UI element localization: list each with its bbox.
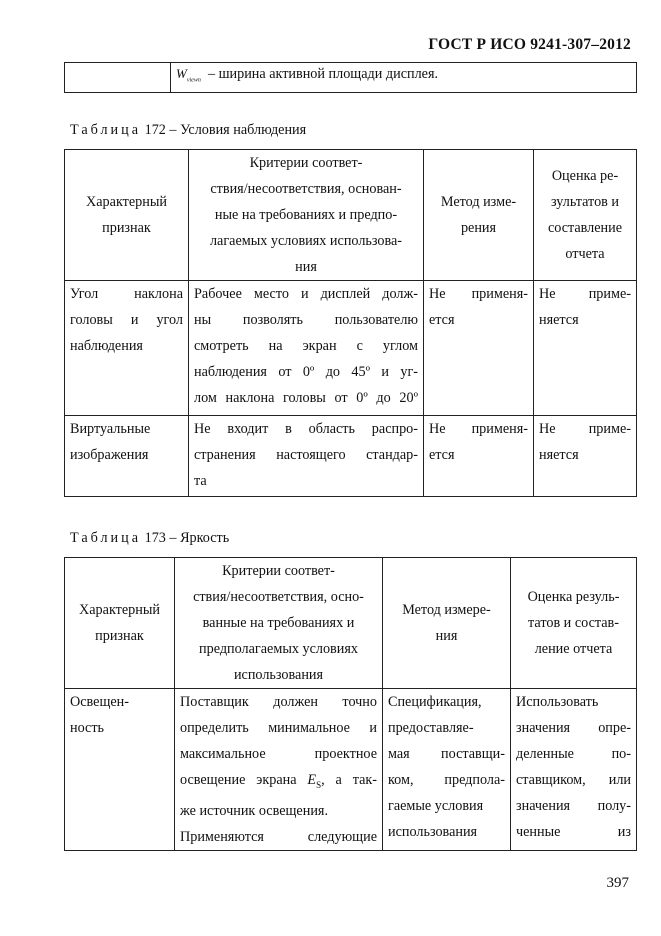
header-assessment: Оценка ре- зультатов и составление отчета [534,150,637,281]
table-172 [64,149,637,497]
continuation-table [64,62,637,93]
feature-cell: Виртуальные изображения [65,416,189,497]
header-criteria: Критерии соответ- ствия/несоответствия, основан- ные на требованиях и предпо- лагаемых условиях использова- ния [189,150,424,281]
header-criteria: Критерии соответ- ствия/несоответствия, осно- ванные на требованиях и предполагаемых условиях использования [175,558,383,689]
table-row [65,416,637,497]
empty-cell [65,63,171,93]
feature-cell: Угол наклона головы и угол наблюдения [65,281,189,416]
table-row [65,281,637,416]
document-code: ГОСТ Р ИСО 9241-307–2012 [428,36,631,53]
criteria-cell: Рабочее место и дисплей долж- ны позволять пользователю смотреть на экран с углом наблюдения от 0º до 45º и уг- лом наклона головы от 0º до 20º [189,281,424,416]
table-row [65,689,637,851]
header-feature: Характерный признак [65,558,175,689]
assessment-cell: Использовать значения опре- деленные по- ставщиком, или значения полу- ченные из [511,689,637,851]
table-header-row [65,558,637,689]
width-symbol: $W_{viewn}$ [176,66,201,84]
assessment-cell: Не приме- няется [534,281,637,416]
method-cell: Не применя- ется [424,281,534,416]
width-definition-cell [171,63,637,93]
criteria-cell: Не входит в область распро- странения настоящего стандар- та [189,416,424,497]
width-definition: – ширина активной площади дисплея. [207,66,439,82]
header-assessment: Оценка резуль- татов и состав- ление отчета [511,558,637,689]
header-method: Метод изме- рения [424,150,534,281]
table-172-caption: Таблица 172 – Условия наблюдения [70,122,307,138]
header-method: Метод измере- ния [383,558,511,689]
criteria-cell: Поставщик должен точно определить минимальное и максимальное проектное освещение экрана $E_S$, а так- же источник освещения. Применяются следующие [175,689,383,851]
table-173-caption: Таблица 173 – Яркость [70,530,230,546]
feature-cell: Освещен- ность [65,689,175,851]
method-cell: Не применя- ется [424,416,534,497]
assessment-cell: Не приме- няется [534,416,637,497]
table-header-row [65,150,637,281]
table-173 [64,557,637,851]
criteria-symbol-line: освещение экрана $E_S$, а так- [180,772,377,790]
method-cell: Спецификация, предоставляе- мая поставщи- ком, предпола- гаемые условия использования [383,689,511,851]
header-feature: Характерный признак [65,150,189,281]
page-number: 397 [606,875,629,891]
